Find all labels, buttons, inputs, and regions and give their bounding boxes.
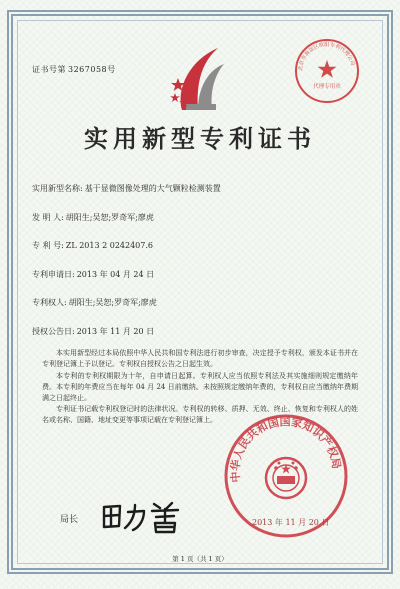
field-inventor (32, 212, 154, 223)
utility-name-label: 实用新型名称: (32, 184, 83, 193)
page-footer: 第 1 页（共 1 页） (172, 555, 228, 563)
field-patentee (32, 297, 157, 308)
paragraph-grant: 本实用新型经过本局依照中华人民共和国专利法进行初步审查，决定授予专利权，颁发本证书并在专利登记簿上予以登记。专利权自授权公告之日起生效。 (42, 349, 358, 368)
seal-date: 2013 年 11 月 20 日 (252, 518, 330, 527)
inventor-label: 发 明 人: (32, 213, 64, 222)
utility-name-value: 基于显微图像处理的大气颗粒检测装置 (84, 184, 221, 193)
inventor-value: 胡阳生;吴恕;罗奇军;廖虎 (65, 213, 154, 222)
paragraph-term: 本专利的专利权期限为十年，自申请日起算。专利权人应当依照专利法及其实施细则规定缴纳年费。本专利的年费应当在每年 04 月 24 日前缴纳。未按照规定缴纳年费的，专利权自应当缴纳年费期满之日起终止。 (42, 372, 358, 402)
certificate-number-value: 3267058 (68, 65, 108, 74)
certificate-title: 实用新型专利证书 (84, 124, 316, 153)
agency-stamp (292, 36, 362, 106)
official-seal-text: 中华人民共和国国家知识产权局 (228, 415, 344, 484)
field-patent-number (32, 240, 153, 251)
certificate-number-suffix: 号 (107, 65, 116, 74)
patent-number-label: 专 利 号: (32, 241, 64, 250)
patent-number-value: ZL 2013 2 0242407.6 (65, 241, 153, 250)
field-utility-name (32, 183, 221, 194)
agency-stamp-inner-text: 代理专用章 (313, 84, 341, 90)
field-filing-date (32, 269, 154, 280)
filing-date-label: 专利申请日: (32, 270, 75, 279)
agency-stamp-text: 北京市海淀区欧阳专利代理公司 (297, 41, 356, 72)
grant-date-value: 2013 年 11 月 20 日 (76, 327, 155, 336)
certificate-number (32, 64, 116, 75)
grant-date-label: 授权公告日: (32, 327, 75, 336)
patentee-value: 胡阳生;吴恕;罗奇军;廖虎 (68, 298, 157, 307)
sipo-emblem-icon (168, 40, 230, 118)
director-label: 局长 (60, 515, 79, 525)
filing-date-value: 2013 年 04 月 24 日 (76, 270, 155, 279)
certificate-number-label: 证书号第 (32, 65, 66, 74)
director-signature (98, 495, 188, 535)
national-emblem-icon (266, 458, 306, 498)
paragraph-legal-status: 专利证书记载专利权登记时的法律状况。专利权的转移、质押、无效、终止、恢复和专利权人的姓名或名称、国籍、地址变更等事项记载在专利登记簿上。 (42, 405, 358, 424)
patentee-label: 专利权人: (32, 298, 67, 307)
svg-text:中华人民共和国国家知识产权局 (228, 414, 343, 483)
field-grant-date (32, 326, 154, 337)
